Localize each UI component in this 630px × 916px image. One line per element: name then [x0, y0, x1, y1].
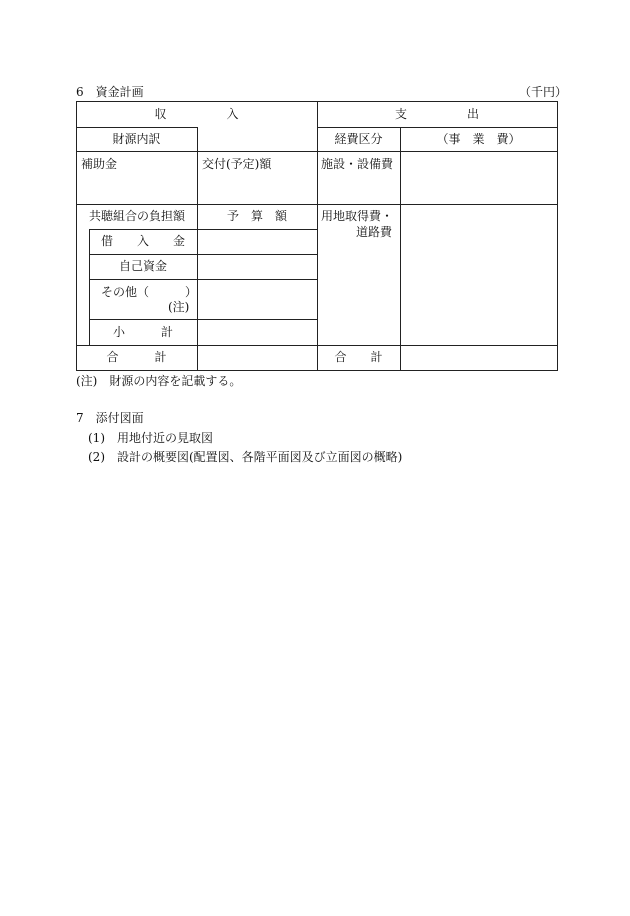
table-note: (注) 財源の内容を記載する。 — [76, 374, 242, 388]
table-rule — [400, 127, 401, 371]
attachment-item: (1) 用地付近の見取図 — [88, 431, 213, 445]
expense-total-label: 合 計 — [334, 350, 383, 364]
subsidy-label: 補助金 — [81, 157, 118, 171]
coop-burden-label: 共聴組合の負担額 — [89, 209, 186, 223]
project-cost-label: （事 業 費） — [436, 132, 521, 146]
expense-category-label: 経費区分 — [334, 132, 383, 146]
other-note-label: (注) — [168, 300, 190, 314]
facility-cost-label: 施設・設備費 — [321, 157, 394, 171]
loan-label: 借 入 金 — [100, 234, 185, 248]
own-funds-label: 自己資金 — [118, 259, 167, 273]
unit-label: （千円） — [519, 85, 568, 99]
grant-amount-label: 交付(予定)額 — [202, 157, 272, 171]
other-label: その他（ ） — [101, 285, 198, 299]
funding-breakdown-label: 財源内訳 — [112, 132, 161, 146]
attachment-item: (2) 設計の概要図(配置図、各階平面図及び立面図の概略) — [88, 450, 403, 464]
table-rule — [197, 127, 198, 371]
subtotal-label: 小 計 — [112, 325, 173, 339]
table-rule — [89, 319, 317, 320]
table-border-right — [557, 101, 558, 371]
section-title: 7 添付図面 — [76, 411, 144, 425]
budget-amount-label: 予 算 額 — [226, 209, 287, 223]
land-road-cost-label-2: 道路費 — [356, 225, 393, 239]
income-total-label: 合 計 — [106, 350, 167, 364]
section-title: 6 資金計画 — [76, 85, 144, 99]
income-header: 収 入 — [154, 107, 239, 121]
table-rule — [89, 279, 317, 280]
land-road-cost-label-1: 用地取得費・ — [321, 209, 394, 223]
table-rule — [89, 254, 317, 255]
expense-header: 支 出 — [394, 107, 479, 121]
table-rule — [76, 127, 197, 128]
table-rule — [317, 127, 557, 128]
table-rule — [89, 229, 317, 230]
